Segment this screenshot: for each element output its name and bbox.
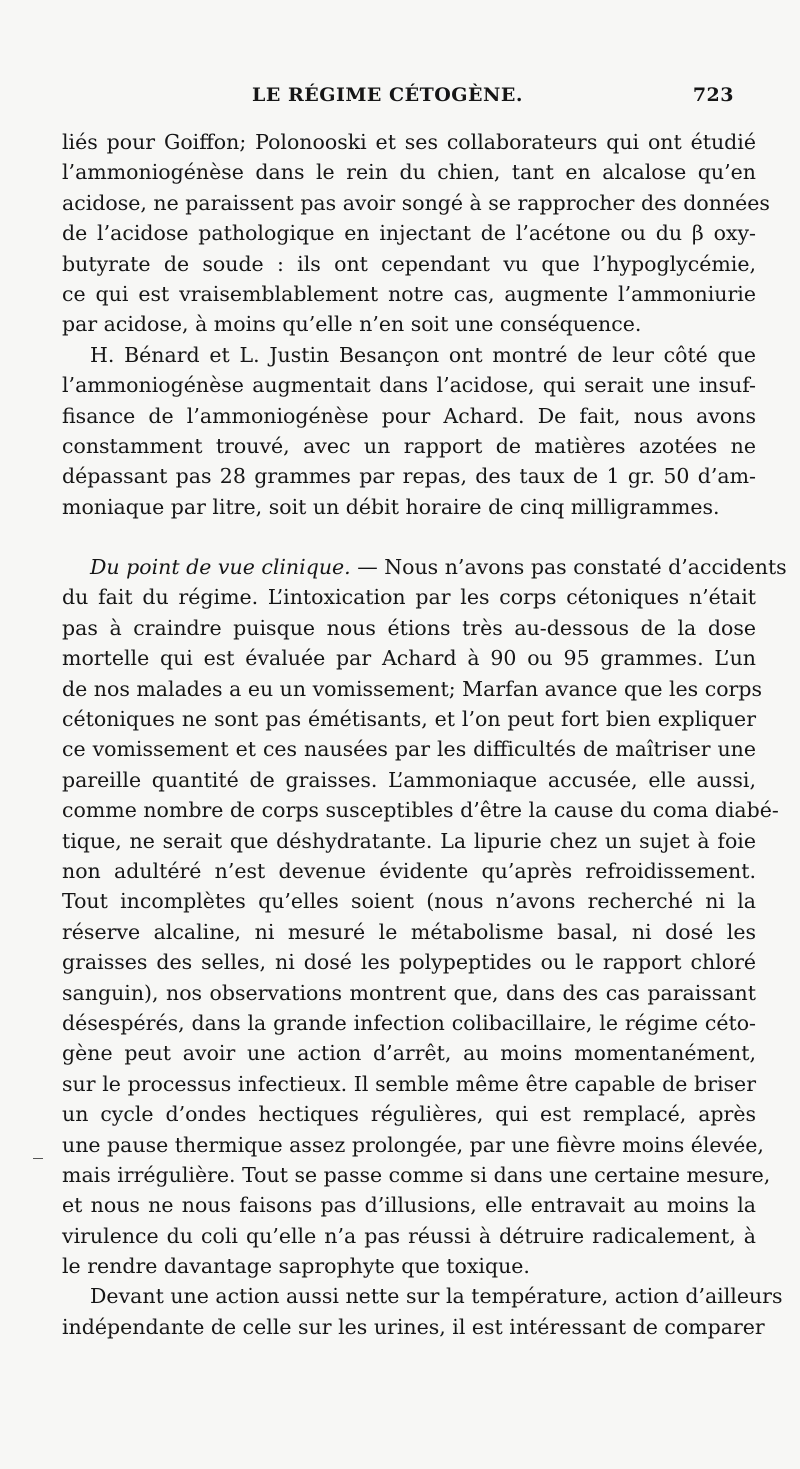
text-line: Devant une action aussi nette sur la température, action d’ailleurs	[90, 1284, 783, 1309]
text-line: pareille quantité de graisses. L’ammoniaque accusée, elle aussi,	[62, 767, 756, 792]
text-line: l’ammoniogénèse dans le rein du chien, tant en alcalose qu’en	[62, 160, 756, 185]
text-line: indépendante de celle sur les urines, il est intéressant de comparer	[62, 1314, 765, 1339]
text-line: de nos malades a eu un vomissement; Marfan avance que les corps	[62, 676, 762, 701]
text-line: sanguin), nos observations montrent que, dans des cas paraissant	[62, 980, 756, 1005]
text-line: liés pour Goiffon; Polonooski et ses collaborateurs qui ont étudié	[62, 130, 756, 154]
text-line: non adultéré n’est devenue évidente qu’après refroidissement.	[62, 858, 756, 883]
text-line: réserve alcaline, ni mesuré le métabolisme basal, ni dosé les	[62, 919, 756, 944]
text-line: butyrate de soude : ils ont cependant vu que l’hypoglycémie,	[62, 251, 756, 276]
text-line: constamment trouvé, avec un rapport de matières azotées ne	[62, 433, 756, 458]
section-lead-rest: — Nous n’avons pas constaté d’accidents	[350, 555, 787, 580]
text-line: mais irrégulière. Tout se passe comme si dans une certaine mesure,	[62, 1162, 771, 1187]
text-line: désespérés, dans la grande infection colibacillaire, le régime céto-	[62, 1010, 756, 1035]
text-line: gène peut avoir une action d’arrêt, au moins momentanément,	[62, 1041, 756, 1066]
text-line: le rendre davantage saprophyte que toxique.	[62, 1254, 530, 1279]
running-header	[62, 84, 734, 114]
text-line: une pause thermique assez prolongée, par une fièvre moins élevée,	[62, 1132, 764, 1157]
text-line: Tout incomplètes qu’elles soient (nous n’avons recherché ni la	[62, 889, 756, 914]
text-line: tique, ne serait que déshydratante. La lipurie chez un sujet à foie	[62, 828, 756, 853]
text-line: ce vomissement et ces nausées par les difficultés de maîtriser une	[62, 737, 756, 762]
paragraph-4	[62, 1281, 783, 1342]
text-line: un cycle d’ondes hectiques régulières, qui est remplacé, après	[62, 1102, 756, 1127]
scan-mark	[33, 1158, 43, 1159]
text-line: moniaque par litre, soit un débit horaire de cinq milligrammes.	[62, 494, 720, 519]
page-number: 723	[692, 84, 734, 106]
text-line: l’ammoniogénèse augmentait dans l’acidose, qui serait une insuf-	[62, 373, 756, 398]
text-line: sur le processus infectieux. Il semble même être capable de briser	[62, 1071, 756, 1096]
text-line: du fait du régime. L’intoxication par les corps cétoniques n’était	[62, 585, 756, 610]
paragraph-2	[62, 340, 756, 522]
paragraph-gap	[62, 522, 756, 552]
section-lead: Du point de vue clinique.	[90, 555, 351, 580]
text-line: acidose, ne paraissent pas avoir songé à se rapprocher des données	[62, 190, 770, 215]
page-body	[62, 127, 787, 1342]
text-line	[62, 552, 787, 582]
running-title: LE RÉGIME CÉTOGÈNE.	[252, 84, 523, 106]
text-line: dépassant pas 28 grammes par repas, des taux de 1 gr. 50 d’am-	[62, 464, 756, 489]
paragraph-1	[62, 127, 770, 340]
text-line: fisance de l’ammoniogénèse pour Achard. De fait, nous avons	[62, 403, 756, 428]
text-line: par acidose, à moins qu’elle n’en soit une conséquence.	[62, 312, 642, 337]
text-line: cétoniques ne sont pas émétisants, et l’on peut fort bien expliquer	[62, 707, 756, 732]
text-line: pas à craindre puisque nous étions très au-dessous de la dose	[62, 615, 756, 640]
text-line: ce qui est vraisemblablement notre cas, augmente l’ammoniurie	[62, 281, 756, 306]
text-line: comme nombre de corps susceptibles d’être la cause du coma diabé-	[62, 798, 779, 823]
text-line: et nous ne nous faisons pas d’illusions, elle entravait au moins la	[62, 1193, 756, 1218]
text-line: graisses des selles, ni dosé les polypeptides ou le rapport chloré	[62, 950, 756, 975]
text-line: H. Bénard et L. Justin Besançon ont montré de leur côté que	[90, 342, 756, 367]
text-line: virulence du coli qu’elle n’a pas réussi à détruire radicalement, à	[62, 1223, 756, 1248]
text-line: de l’acidose pathologique en injectant de l’acétone ou du β oxy-	[62, 221, 756, 246]
text-line: mortelle qui est évaluée par Achard à 90 ou 95 grammes. L’un	[62, 646, 756, 671]
paragraph-3	[62, 552, 787, 1281]
